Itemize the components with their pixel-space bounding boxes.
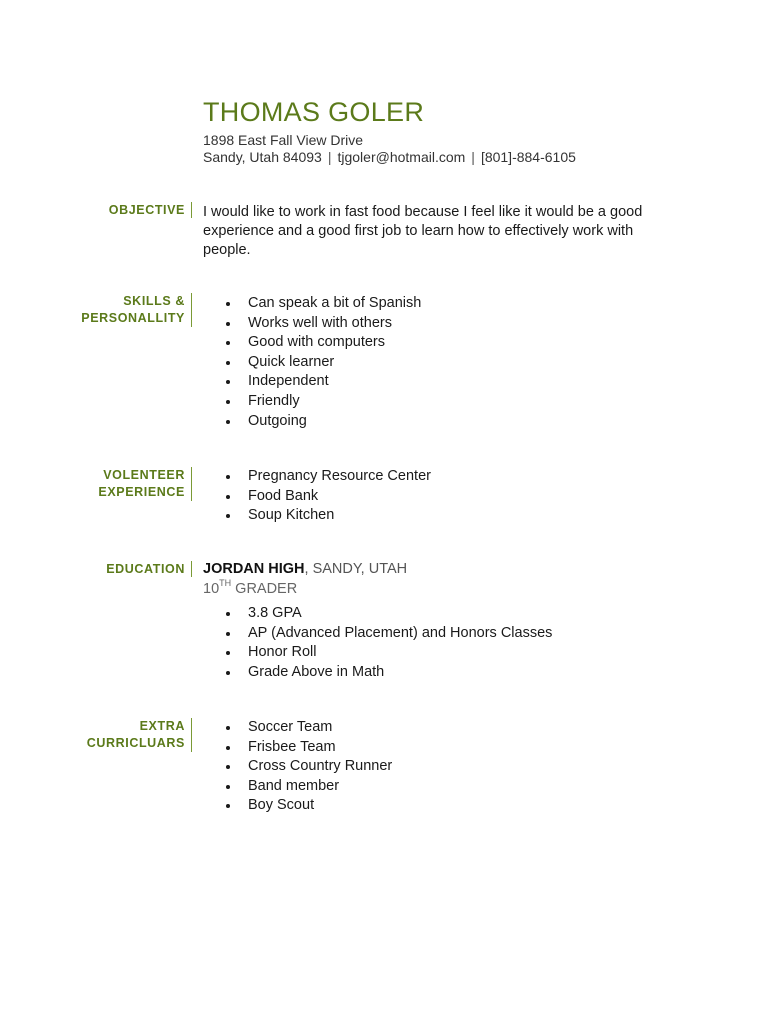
bullet-icon [226,322,230,326]
list-item [203,487,431,507]
bullet-icon [226,361,230,365]
list-item-text: Independent [248,373,329,390]
list-item-text: Food Bank [248,487,319,504]
contact-line [203,149,576,166]
list-item-text: AP (Advanced Placement) and Honors Classes [248,624,553,641]
section-label-text: EXPERIENCE [98,484,185,499]
list-item [203,624,552,644]
list-item-text: Good with computers [248,334,386,351]
phone-text: [801]-884-6105 [480,149,576,165]
list-item-text: Quick learner [248,353,335,370]
grade-line [203,580,297,599]
contact-block [203,132,576,166]
section-label-text: EDUCATION [106,562,185,576]
list-item-text: Outgoing [248,412,307,429]
section-label-text: CURRICLUARS [86,735,185,750]
list-item-text: Works well with others [248,314,392,331]
bullet-icon [226,612,230,616]
list-item-text: Can speak a bit of Spanish [248,295,422,311]
list-item [203,467,431,487]
separator: | [471,149,475,165]
grade-word: GRADER [231,581,298,597]
list-item-text: Honor Roll [248,644,317,661]
bullet-icon [226,651,230,655]
bullet-icon [226,514,230,518]
volunteer-list [203,467,431,526]
school-line [203,560,407,579]
section-label-extracurriculars [25,718,185,751]
list-item [203,738,392,758]
bullet-icon [226,420,230,424]
section-label-volunteer [25,467,185,500]
section-label-text: PERSONALLITY [81,310,185,325]
city-state-zip: Sandy, Utah 84093 [203,149,322,165]
separator: | [327,149,332,165]
list-item [203,777,392,797]
section-divider [191,293,192,327]
list-item [203,604,552,624]
address-line: 1898 East Fall View Drive [203,132,364,148]
section-label-education [25,561,185,578]
list-item-text: Grade Above in Math [248,663,385,680]
bullet-icon [226,765,230,769]
section-divider [191,718,192,752]
list-item [203,757,392,777]
section-label-objective [25,202,185,219]
list-item [203,412,421,432]
bullet-icon [226,341,230,345]
section-label-text: SKILLS & [123,294,185,308]
list-item [203,392,421,412]
bullet-icon [226,632,230,636]
section-label-skills [25,293,185,326]
list-item [203,796,392,816]
bullet-icon [226,746,230,750]
bullet-icon [226,302,230,306]
list-item [203,314,421,334]
section-divider [191,561,192,577]
bullet-icon [226,671,230,675]
section-label-text: EXTRA [139,719,185,733]
section-divider [191,202,192,218]
objective-text: I would like to work in fast food because I feel like it would be a good experience and a good first job to learn how to effectively work with people. [203,204,643,258]
list-item-text: Cross Country Runner [248,758,393,775]
list-item-text: Soccer Team [248,719,333,735]
section-label-text: OBJECTIVE [108,203,185,217]
list-item-text: Pregnancy Resource Center [248,468,431,484]
list-item-text: Band member [248,777,340,794]
bullet-icon [226,804,230,808]
bullet-icon [226,475,230,479]
bullet-icon [226,380,230,384]
list-item-text: Soup Kitchen [248,507,335,524]
skills-list [203,294,421,431]
list-item-text: 3.8 GPA [248,605,302,621]
section-divider [191,467,192,501]
list-item [203,663,552,683]
section-label-text: VOLENTEER [103,468,185,482]
list-item [203,372,421,392]
list-item [203,718,392,738]
list-item-text: Frisbee Team [248,738,336,755]
bullet-icon [226,495,230,499]
bullet-icon [226,726,230,730]
candidate-name: THOMAS GOLER [203,97,425,127]
grade-suffix: TH [219,578,232,589]
list-item [203,353,421,373]
education-list [203,604,552,682]
grade-number: 10 [203,581,220,597]
extracurriculars-list [203,718,392,816]
list-item [203,643,552,663]
school-name: JORDAN HIGH [203,561,305,577]
list-item-text: Boy Scout [248,797,315,814]
bullet-icon [226,785,230,789]
school-location: , SANDY, UTAH [304,561,408,577]
bullet-icon [226,400,230,404]
list-item [203,333,421,353]
list-item-text: Friendly [248,392,300,409]
list-item [203,294,421,314]
list-item [203,506,431,526]
email-text: tjgoler@hotmail.com [337,149,466,165]
